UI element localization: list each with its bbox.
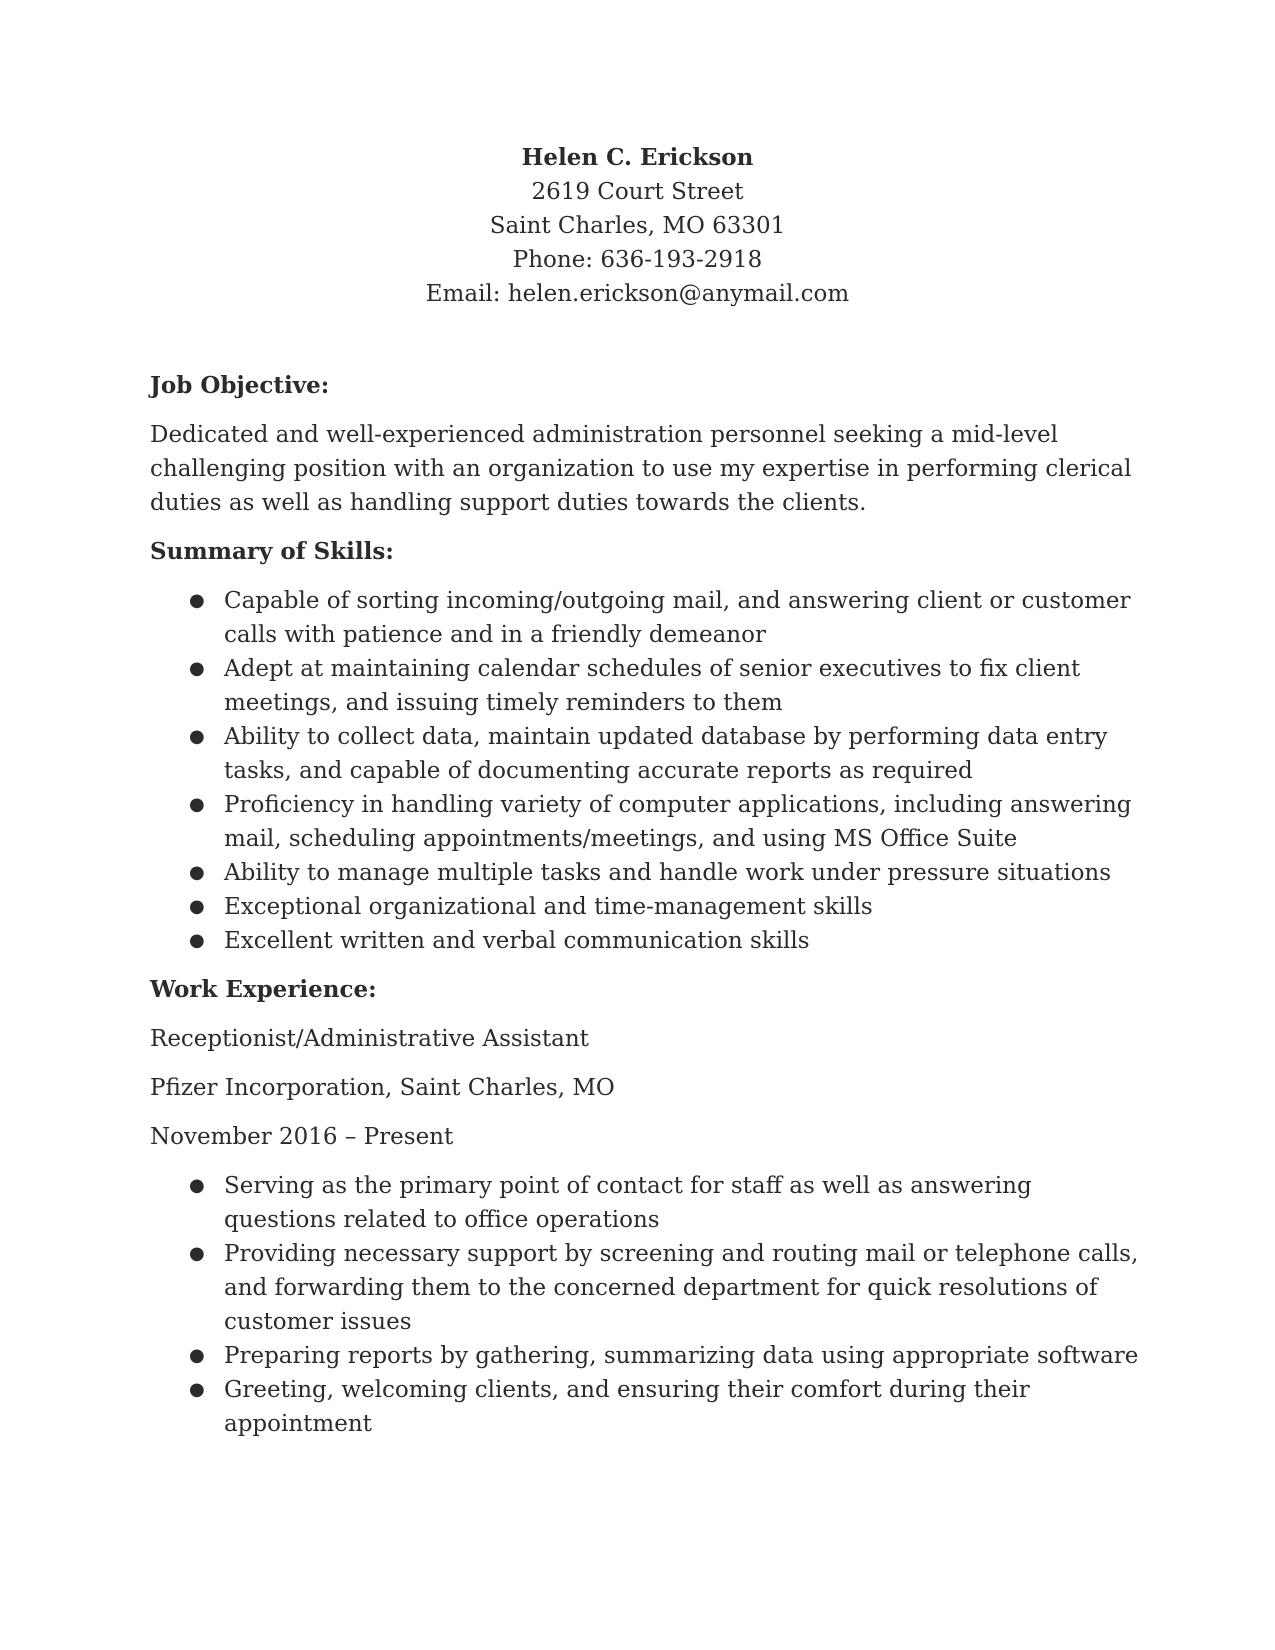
bullet-icon: ● xyxy=(189,1243,205,1264)
skill-text: Ability to manage multiple tasks and handle work under pressure situations xyxy=(224,860,1112,886)
list-item xyxy=(189,1373,1140,1441)
bullet-icon: ● xyxy=(189,658,205,679)
bullet-icon: ● xyxy=(189,1379,205,1400)
list-item xyxy=(189,924,1140,958)
bullet-icon: ● xyxy=(189,930,205,951)
list-item xyxy=(189,856,1140,890)
applicant-name: Helen C. Erickson xyxy=(521,144,754,171)
list-item xyxy=(189,652,1140,720)
phone-number: Phone: 636-193-2918 xyxy=(512,247,763,273)
resume-body xyxy=(150,369,1140,1456)
email-address: Email: helen.erickson@anymail.com xyxy=(425,281,850,307)
job-title: Receptionist/Administrative Assistant xyxy=(150,1026,589,1052)
bullet-icon: ● xyxy=(189,794,205,815)
objective-text: Dedicated and well-experienced administration personnel seeking a mid-level challenging position with an organization to use my expertise in performing clerical duties as well as handling support duties towards the clients. xyxy=(150,422,1132,516)
bullet-icon: ● xyxy=(189,726,205,747)
objective-heading: Job Objective: xyxy=(150,372,330,399)
skills-heading: Summary of Skills: xyxy=(150,538,394,565)
bullet-icon: ● xyxy=(189,862,205,883)
skill-text: Ability to collect data, maintain updated database by performing data entry tasks, and capable of documenting accurate reports as required xyxy=(224,724,1108,784)
street-address: 2619 Court Street xyxy=(531,179,744,205)
skills-list xyxy=(150,584,1140,958)
duty-text: Serving as the primary point of contact for staff as well as answering questions related to office operations xyxy=(224,1173,1032,1233)
skill-text: Exceptional organizational and time-management skills xyxy=(224,894,873,920)
bullet-icon: ● xyxy=(189,590,205,611)
list-item xyxy=(189,788,1140,856)
duty-text: Providing necessary support by screening and routing mail or telephone calls, and forwarding them to the concerned department for quick resolutions of customer issues xyxy=(224,1241,1139,1335)
list-item xyxy=(189,1169,1140,1237)
list-item xyxy=(189,890,1140,924)
duties-list xyxy=(150,1169,1140,1441)
employment-dates: November 2016 – Present xyxy=(150,1124,454,1150)
contact-header xyxy=(0,141,1275,311)
bullet-icon: ● xyxy=(189,1345,205,1366)
duty-text: Preparing reports by gathering, summarizing data using appropriate software xyxy=(224,1343,1139,1369)
city-state-zip: Saint Charles, MO 63301 xyxy=(489,213,786,239)
duty-text: Greeting, welcoming clients, and ensuring their comfort during their appointment xyxy=(224,1377,1030,1437)
experience-heading: Work Experience: xyxy=(150,976,377,1003)
company-name: Pfizer Incorporation, Saint Charles, MO xyxy=(150,1075,615,1101)
skill-text: Proficiency in handling variety of computer applications, including answering mail, scheduling appointments/meetings, and using MS Office Suite xyxy=(224,792,1132,852)
bullet-icon: ● xyxy=(189,1175,205,1196)
list-item xyxy=(189,720,1140,788)
list-item xyxy=(189,1237,1140,1339)
list-item xyxy=(189,584,1140,652)
list-item xyxy=(189,1339,1140,1373)
skill-text: Capable of sorting incoming/outgoing mail, and answering client or customer calls with patience and in a friendly demeanor xyxy=(224,588,1131,648)
skill-text: Excellent written and verbal communication skills xyxy=(224,928,810,954)
bullet-icon: ● xyxy=(189,896,205,917)
skill-text: Adept at maintaining calendar schedules of senior executives to fix client meetings, and issuing timely reminders to them xyxy=(224,656,1081,716)
